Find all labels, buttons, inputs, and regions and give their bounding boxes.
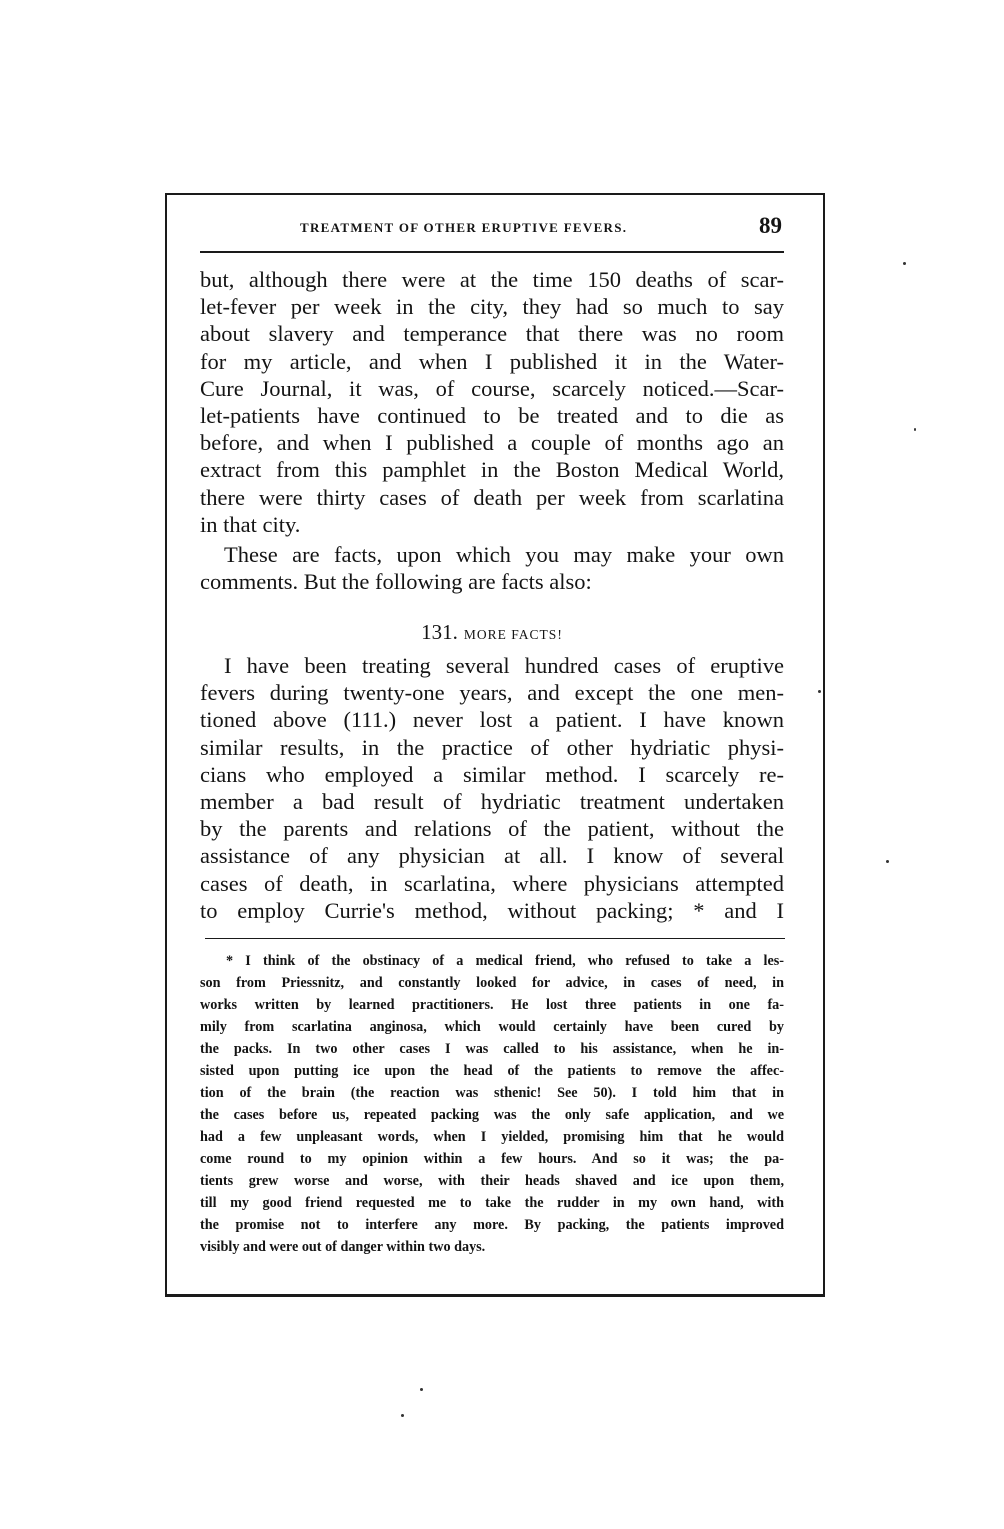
text-line: in that city. (200, 511, 301, 537)
text-line: I have been treating several hundred cases of eruptive (224, 653, 784, 678)
footnote-line: sisted upon putting ice upon the head of the patients to remove the affec- (200, 1063, 784, 1079)
text-line: there were thirty cases of death per week from scarlatina (200, 484, 784, 510)
section-title: MORE FACTS! (463, 627, 563, 642)
scan-speck (401, 1414, 404, 1417)
text-line: similar results, in the practice of other hydriatic physi- (200, 734, 784, 760)
paragraph-1 (200, 266, 784, 538)
footnote-line: works written by learned practitioners. He lost three patients in one fa- (200, 997, 784, 1013)
text-line: let-patients have continued to be treated and to die as (200, 402, 784, 428)
footnote-line: come round to my opinion within a few hours. And so it was; the pa- (200, 1151, 784, 1167)
scan-speck (818, 690, 821, 693)
text-line: but, although there were at the time 150 deaths of scar- (200, 267, 784, 292)
text-line: Cure Journal, it was, of course, scarcely noticed.—Scar- (200, 375, 784, 401)
text-line: fevers during twenty-one years, and except the one men- (200, 680, 784, 706)
footnote-line: had a few unpleasant words, when I yielded, promising him that he would (200, 1129, 784, 1145)
footnote-line: till my good friend requested me to take the rudder in my own hand, with (200, 1195, 784, 1211)
text-line: let-fever per week in the city, they had so much to say (200, 294, 784, 320)
scan-speck (420, 1388, 423, 1391)
running-title: TREATMENT OF OTHER ERUPTIVE FEVERS. (300, 220, 628, 235)
page-number: 89 (759, 213, 782, 238)
text-line: member a bad result of hydriatic treatment undertaken (200, 788, 784, 814)
footnote-line: visibly and were out of danger within two days. (200, 1239, 486, 1255)
text-line: cians who employed a similar method. I scarcely re- (200, 761, 784, 787)
footnote-line: the cases before us, repeated packing was the only safe application, and we (200, 1107, 784, 1123)
footnote-line: tion of the brain (the reaction was sthenic! See 50). I told him that in (200, 1085, 784, 1101)
text-line: comments. But the following are facts also: (200, 569, 592, 595)
header-rule (200, 251, 784, 253)
section-heading (200, 620, 784, 645)
scan-speck (914, 428, 916, 431)
running-head (200, 214, 784, 244)
footnote-line: * I think of the obstinacy of a medical friend, who refused to take a les- (226, 953, 784, 969)
text-line: by the parents and relations of the patient, without the (200, 816, 784, 842)
scan-speck (903, 262, 906, 265)
section-number: 131. (421, 620, 458, 644)
footnote-line: son from Priessnitz, and constantly looked for advice, in cases of need, in (200, 975, 784, 991)
footnote (200, 950, 784, 1258)
text-line: about slavery and temperance that there was no room (200, 321, 784, 347)
text-line: extract from this pamphlet in the Boston Medical World, (200, 457, 784, 483)
text-line: for my article, and when I published it in the Water- (200, 348, 784, 374)
text-line: These are facts, upon which you may make your own (224, 542, 784, 567)
text-line: to employ Currie's method, without packing; * and I (200, 897, 784, 923)
scan-speck (886, 860, 889, 863)
footnote-line: the packs. In two other cases I was called to his assistance, when he in- (200, 1041, 784, 1057)
paragraph-3 (200, 652, 784, 924)
paragraph-2 (200, 541, 784, 595)
footnote-line: the promise not to interfere any more. By packing, the patients improved (200, 1217, 784, 1233)
footnote-line: tients grew worse and worse, with their heads shaved and ice upon them, (200, 1173, 784, 1189)
text-line: tioned above (111.) never lost a patient. I have known (200, 707, 784, 733)
text-line: cases of death, in scarlatina, where physicians attempted (200, 870, 784, 896)
text-line: assistance of any physician at all. I know of several (200, 843, 784, 869)
text-line: before, and when I published a couple of months ago an (200, 430, 784, 456)
footnote-line: mily from scarlatina anginosa, which would certainly have been cured by (200, 1019, 784, 1035)
footnote-rule (205, 938, 785, 939)
